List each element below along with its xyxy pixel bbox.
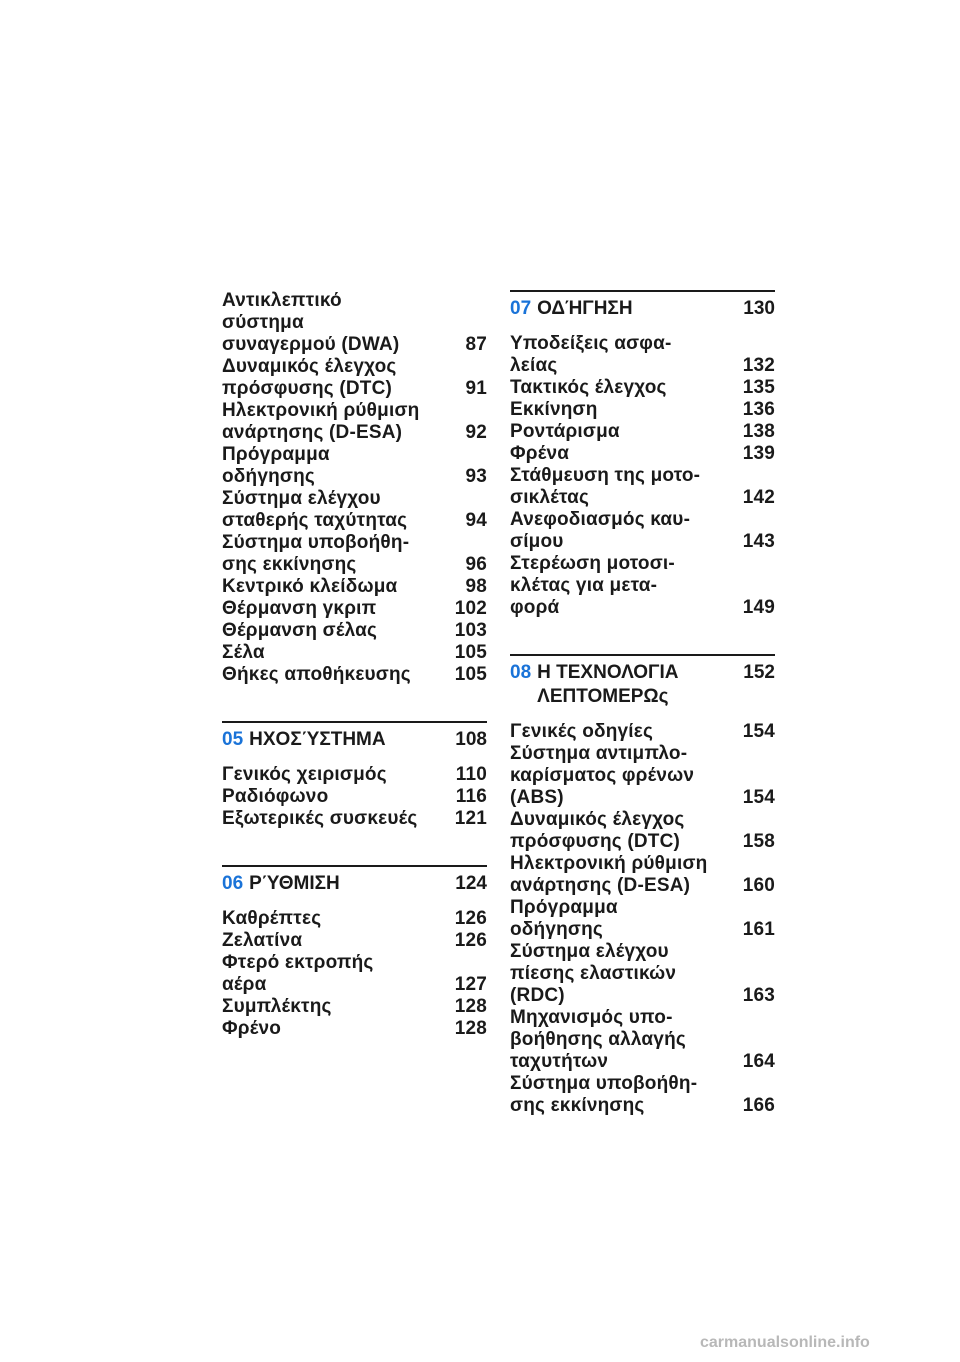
- toc-entry[interactable]: [222, 576, 487, 598]
- toc-entry-title: Ζελατίνα: [222, 930, 303, 951]
- toc-entry-title: Καθρέπτες: [222, 908, 322, 929]
- toc-entry-page: 160: [742, 875, 775, 896]
- toc-entry-page: 94: [465, 510, 487, 531]
- toc-section: [510, 654, 775, 1117]
- toc-entry[interactable]: [222, 952, 487, 996]
- toc-entry-title: Ραδιόφωνο: [222, 786, 329, 807]
- toc-entry-page: 139: [742, 443, 775, 464]
- toc-entry-title: Φτερό εκτροπής αέρα: [222, 952, 374, 995]
- toc-entry[interactable]: [222, 488, 487, 532]
- toc-entry[interactable]: [222, 996, 487, 1018]
- toc-entry-page: 138: [742, 421, 775, 442]
- toc-entry-page: 105: [454, 642, 487, 663]
- section-number: 07: [510, 298, 532, 319]
- toc-entry-title: Μηχανισμός υπο- βοήθησης αλλαγής ταχυτήτων: [510, 1007, 686, 1072]
- section-title: Η ΤΕΧΝΟΛΟΓΙΑ ΛΕΠΤΟΜΕΡΩς: [537, 662, 679, 707]
- toc-entry-title: Σύστημα υποβοήθη- σης εκκίνησης: [222, 532, 410, 575]
- toc-entry-title: Στερέωση μοτοσι- κλέτας για μετα- φορά: [510, 553, 675, 618]
- toc-entry[interactable]: [222, 290, 487, 356]
- toc-left-column: [222, 290, 487, 1040]
- toc-entry[interactable]: [222, 908, 487, 930]
- toc-entry-page: 93: [465, 466, 487, 487]
- toc-intro-list: [222, 290, 487, 686]
- toc-entry[interactable]: [510, 897, 775, 941]
- toc-right-column: [510, 290, 775, 1117]
- toc-entry[interactable]: [222, 664, 487, 686]
- section-divider: [222, 865, 487, 867]
- toc-entry-title: Σέλα: [222, 642, 265, 663]
- section-heading[interactable]: [222, 872, 487, 896]
- toc-entry-title: Πρόγραμμα οδήγησης: [510, 897, 618, 940]
- toc-entry-page: 161: [742, 919, 775, 940]
- toc-entry-page: 126: [454, 930, 487, 951]
- toc-entry[interactable]: [222, 356, 487, 400]
- toc-entry-page: 105: [454, 664, 487, 685]
- toc-entry-title: Φρένο: [222, 1018, 282, 1039]
- toc-section: [510, 290, 775, 619]
- toc-entry-title: Εξωτερικές συσκευές: [222, 808, 418, 829]
- toc-entry-page: 126: [454, 908, 487, 929]
- section-divider: [510, 290, 775, 292]
- toc-entry-page: 136: [742, 399, 775, 420]
- toc-entry[interactable]: [510, 721, 775, 743]
- toc-entry[interactable]: [222, 400, 487, 444]
- toc-entry-title: Ηλεκτρονική ρύθμιση ανάρτησης (D-ESA): [222, 400, 420, 443]
- section-title: ΡΎΘΜΙΣΗ: [249, 873, 340, 894]
- toc-entry[interactable]: [222, 786, 487, 808]
- section-number: 06: [222, 873, 244, 894]
- toc-entry[interactable]: [510, 743, 775, 809]
- section-page: 108: [455, 729, 487, 750]
- toc-entry-title: Γενικός χειρισμός: [222, 764, 387, 785]
- toc-entry-title: Ηλεκτρονική ρύθμιση ανάρτησης (D-ESA): [510, 853, 708, 896]
- toc-entry-page: 154: [742, 787, 775, 808]
- toc-entry-page: 98: [465, 576, 487, 597]
- toc-entry-page: 166: [742, 1095, 775, 1116]
- section-page: 152: [743, 662, 775, 683]
- toc-entry-title: Εκκίνηση: [510, 399, 598, 420]
- toc-entry[interactable]: [222, 1018, 487, 1040]
- section-title: ΗΧΟΣΎΣΤΗΜΑ: [249, 729, 386, 750]
- toc-entry[interactable]: [510, 509, 775, 553]
- toc-entry-page: 132: [742, 355, 775, 376]
- toc-entry-title: Φρένα: [510, 443, 570, 464]
- toc-entry-title: Σύστημα ελέγχου σταθερής ταχύτητας: [222, 488, 408, 531]
- toc-entry-title: Ανεφοδιασμός καυ- σίμου: [510, 509, 691, 552]
- toc-entry-page: 96: [465, 554, 487, 575]
- toc-entry[interactable]: [510, 399, 775, 421]
- toc-entry-title: Πρόγραμμα οδήγησης: [222, 444, 330, 487]
- section-divider: [510, 654, 775, 656]
- toc-entry[interactable]: [222, 444, 487, 488]
- toc-entry-page: 127: [454, 974, 487, 995]
- watermark: carmanualsonline.info: [700, 1334, 870, 1351]
- section-page: 130: [743, 298, 775, 319]
- section-heading[interactable]: [222, 728, 487, 752]
- toc-entry-title: Τακτικός έλεγχος: [510, 377, 667, 398]
- toc-entry-page: 103: [454, 620, 487, 641]
- toc-entry-page: 142: [742, 487, 775, 508]
- toc-entry[interactable]: [222, 930, 487, 952]
- section-page: 124: [455, 873, 487, 894]
- toc-entry-page: 158: [742, 831, 775, 852]
- toc-entry-title: Δυναμικός έλεγχος πρόσφυσης (DTC): [222, 356, 397, 399]
- toc-entry[interactable]: [510, 941, 775, 1007]
- toc-entry[interactable]: [510, 465, 775, 509]
- toc-entry[interactable]: [510, 1073, 775, 1117]
- toc-entry-title: Σύστημα αντιμπλο- καρίσματος φρένων (ABS): [510, 743, 695, 808]
- toc-entry-page: 110: [455, 764, 487, 785]
- section-number: 08: [510, 662, 532, 683]
- toc-entry-page: 163: [742, 985, 775, 1006]
- toc-entry[interactable]: [222, 764, 487, 786]
- section-divider: [222, 721, 487, 723]
- toc-entry-title: Σύστημα υποβοήθη- σης εκκίνησης: [510, 1073, 698, 1116]
- toc-entry-title: Γενικές οδηγίες: [510, 721, 654, 742]
- toc-entry[interactable]: [510, 809, 775, 853]
- toc-entry-page: 135: [742, 377, 775, 398]
- toc-entry[interactable]: [510, 853, 775, 897]
- toc-entry-title: Θήκες αποθήκευσης: [222, 664, 411, 685]
- toc-entry[interactable]: [510, 443, 775, 465]
- toc-entry-page: 116: [455, 786, 487, 807]
- section-heading[interactable]: [510, 661, 775, 709]
- toc-section: [222, 865, 487, 1040]
- toc-entry[interactable]: [510, 377, 775, 399]
- section-title: ΟΔΉΓΗΣΗ: [537, 298, 633, 319]
- toc-entry[interactable]: [222, 620, 487, 642]
- toc-entry[interactable]: [510, 421, 775, 443]
- toc-entry-title: Συμπλέκτης: [222, 996, 332, 1017]
- toc-entry[interactable]: [222, 808, 487, 830]
- toc-entry-title: Σύστημα ελέγχου πίεσης ελαστικών (RDC): [510, 941, 677, 1006]
- toc-entry[interactable]: [222, 532, 487, 576]
- toc-entry-title: Υποδείξεις ασφα- λείας: [510, 333, 672, 376]
- toc-entry[interactable]: [510, 333, 775, 377]
- toc-entry-title: Στάθμευση της μοτο- σικλέτας: [510, 465, 701, 508]
- toc-entry[interactable]: [510, 1007, 775, 1073]
- toc-entry-page: 128: [454, 996, 487, 1017]
- toc-entry-title: Ροντάρισμα: [510, 421, 620, 442]
- toc-entry-title: Κεντρικό κλείδωμα: [222, 576, 398, 597]
- toc-entry-title: Αντικλεπτικό σύστημα συναγερμού (DWA): [222, 290, 400, 355]
- toc-entry-page: 92: [465, 422, 487, 443]
- toc-entry-page: 154: [742, 721, 775, 742]
- toc-entry-page: 143: [742, 531, 775, 552]
- toc-entry-page: 164: [742, 1051, 775, 1072]
- toc-entry[interactable]: [222, 642, 487, 664]
- toc-entry-title: Θέρμανση σέλας: [222, 620, 378, 641]
- section-heading[interactable]: [510, 297, 775, 321]
- toc-entry-page: 128: [454, 1018, 487, 1039]
- toc-entry[interactable]: [510, 553, 775, 619]
- toc-entry-title: Θέρμανση γκριπ: [222, 598, 377, 619]
- toc-entry-page: 121: [454, 808, 487, 829]
- toc-entry[interactable]: [222, 598, 487, 620]
- toc-entry-title: Δυναμικός έλεγχος πρόσφυσης (DTC): [510, 809, 685, 852]
- toc-entry-page: 149: [742, 597, 775, 618]
- toc-section: [222, 721, 487, 830]
- toc-entry-page: 91: [465, 378, 487, 399]
- toc-entry-page: 102: [454, 598, 487, 619]
- toc-entry-page: 87: [465, 334, 487, 355]
- section-number: 05: [222, 729, 244, 750]
